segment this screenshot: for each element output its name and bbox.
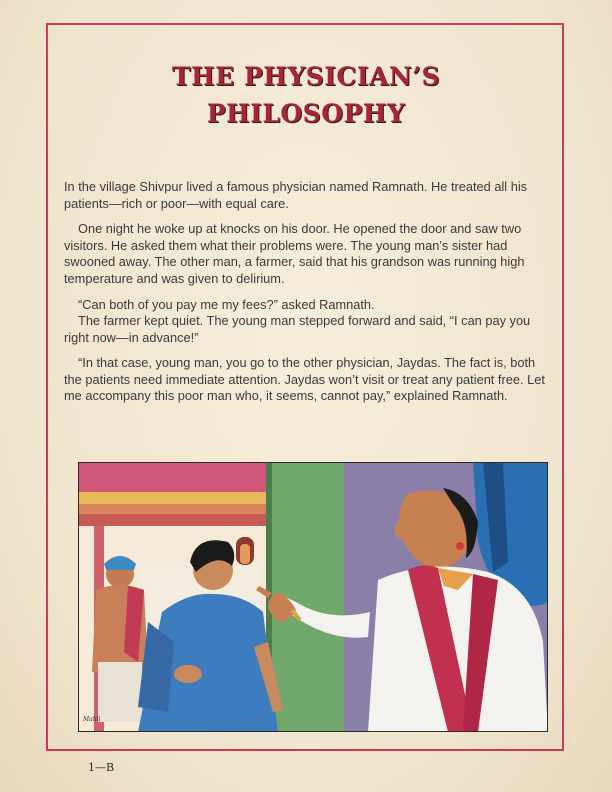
- paragraph-1: In the village Shivpur lived a famous physician named Ramnath. He treated all his patients—rich or poor—with equal care.: [64, 179, 528, 211]
- story-title: [0, 58, 612, 132]
- page-number: 1—B: [88, 761, 115, 774]
- illustration-scene: [78, 462, 548, 732]
- paragraph-2: One night he woke up at knocks on his door. He opened the door and saw two visitors. He asked them what their problems were. The young man’s sister had swooned away. The other man, a farmer, said that his grandson was running high temperature and was given to delirium.: [64, 221, 525, 286]
- paragraph-3: “Can both of you pay me my fees?” asked Ramnath.: [78, 297, 375, 312]
- title-line-1: THE PHYSICIAN’S: [171, 62, 441, 91]
- story-illustration: [78, 462, 548, 732]
- paragraph-5: “In that case, young man, you go to the other physician, Jaydas. The fact is, both the patients need immediate attention. Jaydas won’t visit or treat any patient free. Let me accompany this poor man who, it seems, cannot pay,” explained Ramnath.: [64, 355, 545, 403]
- paragraph-4: The farmer kept quiet. The young man stepped forward and said, “I can pay you right now—in advance!”: [64, 313, 531, 345]
- title-line-2: PHILOSOPHY: [206, 99, 406, 128]
- artist-signature: Mahli: [83, 716, 101, 723]
